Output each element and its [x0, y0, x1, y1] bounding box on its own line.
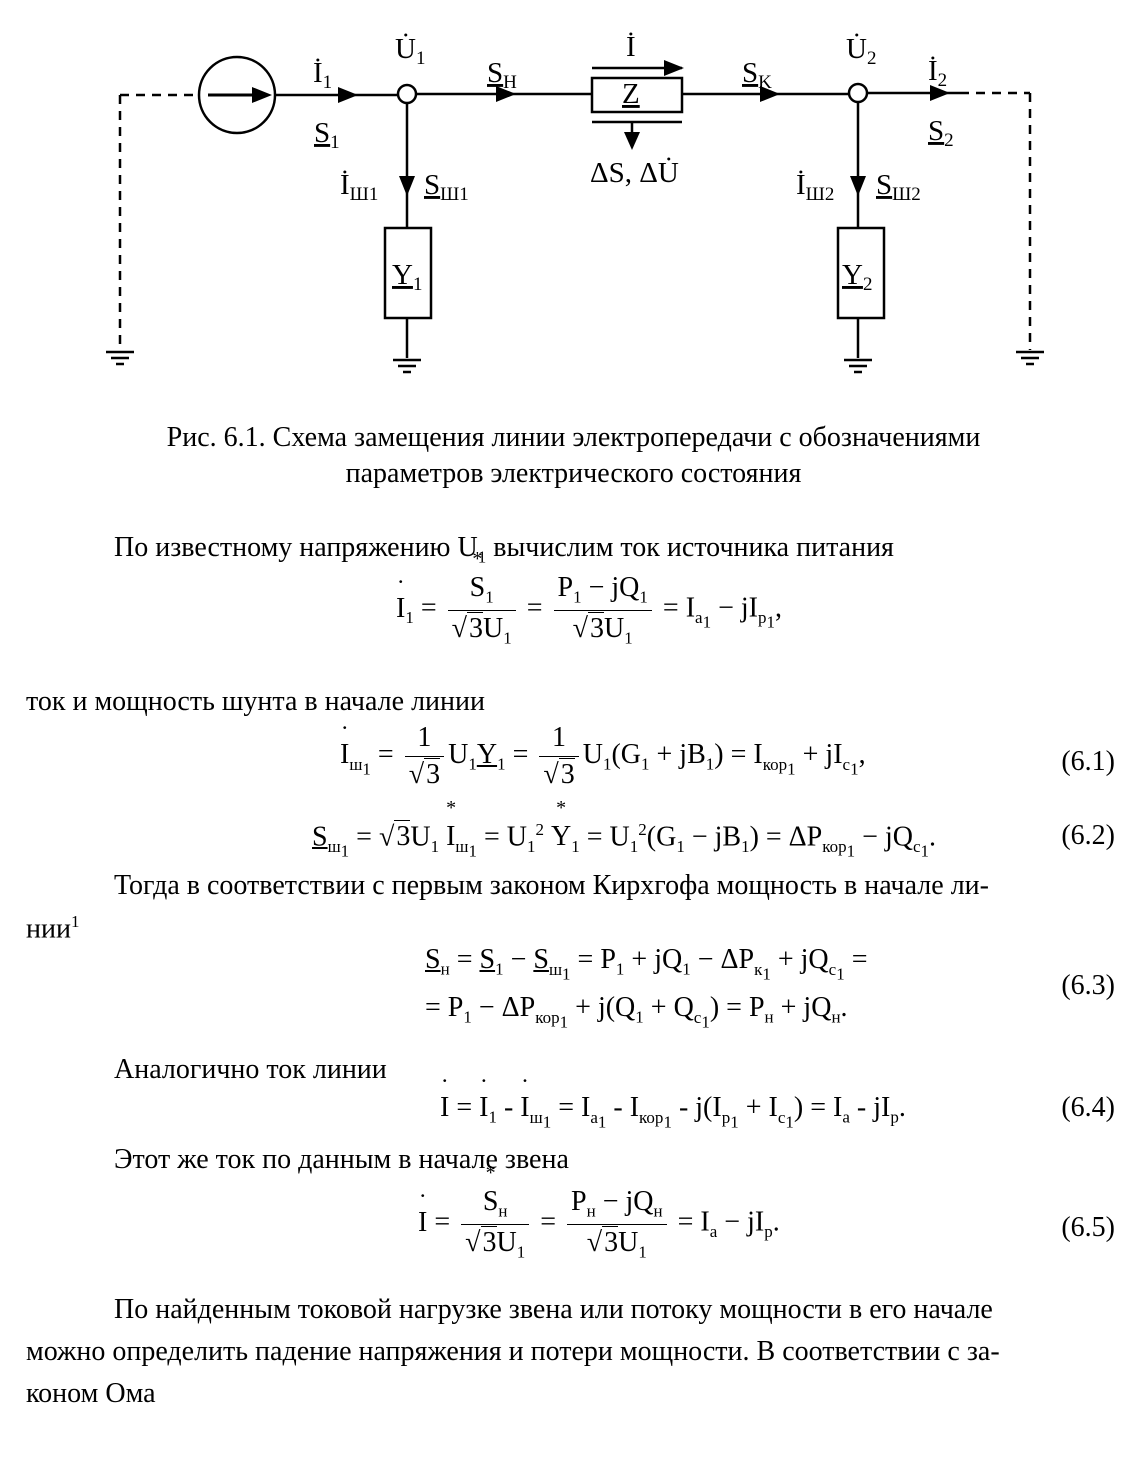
equation-number-6-2: (6.2) [1061, 820, 1115, 851]
paragraph-6-line-1: По найденным токовой нагрузке звена или потоку мощности в его начале [114, 1294, 993, 1325]
label-sk: $S_K$ [742, 57, 772, 93]
label-u1: $U̇_1$ [395, 33, 426, 69]
caption-line-2: параметров электрического состояния [345, 458, 802, 489]
equation-6-2: $S_{ш_1} = √3U_1 * I_{ш_1} = U_1^2 * Y_1 = U_1^2(G_1 - jB_1) = \Delta P_{кор_1} - jQ_{c_1}$. [312, 820, 936, 861]
node-u2 [849, 84, 867, 102]
label-y2: $Y_2$ [842, 259, 873, 295]
label-i1: $İ_1$ [313, 57, 333, 93]
node-u1 [398, 85, 416, 103]
label-ish1: $İ_{Ш1}$ [340, 169, 379, 205]
label-y1: $Y_1$ [392, 259, 423, 295]
paragraph-5: Этот же ток по данным в начале звена [114, 1144, 569, 1175]
label-s1: $S_1$ [314, 117, 340, 153]
label-s2: $S_2$ [928, 115, 954, 151]
equation-6-3-line-1: $S_н = S_1 - S_{ш_1} = P_1 + jQ_1 - \Delta P_{к_1} + jQ_{c_1}$ = [425, 944, 868, 983]
paragraph-3-line-1: Тогда в соответствии с первым законом Кирхгофа мощность в начале ли- [114, 870, 989, 901]
label-z: Z [622, 78, 640, 110]
paragraph-3-line-2: нии$^1$ [26, 912, 80, 945]
label-sh: $S_H$ [487, 57, 517, 93]
paragraph-2: ток и мощность шунта в начале линии [26, 686, 485, 717]
circuit-diagram [0, 0, 1147, 400]
equation-number-6-4: (6.4) [1061, 1092, 1115, 1123]
label-u2: $U̇_2$ [846, 33, 877, 69]
equation-6-5: ˙ I = * $\frac{S_н}{√3U_1}$ = $\frac{P_н - jQ_н}{√3U_1}$ = $I_a - jI_p$. [418, 1186, 780, 1262]
equation-number-6-5: (6.5) [1061, 1212, 1115, 1243]
paragraph-1: По известному напряжению $U_1$ вычислим ток источника питания [114, 532, 894, 567]
equation-number-6-1: (6.1) [1061, 746, 1115, 777]
figure-caption [0, 420, 1147, 492]
equation-6-1: ˙ $I_{ш_1}$ = $\frac{1}{√3}$ $U_1Y_1$ = $\frac{1}{√3}$ $U_1(G_1 + jB_1) = I_{кор_1} + jI_{c_1}$, [340, 722, 866, 791]
equation-number-6-3: (6.3) [1061, 970, 1115, 1001]
label-i-line: İ [626, 31, 636, 63]
label-i2: $İ_2$ [928, 55, 948, 91]
equation-6-3-line-2: = $P_1 - \Delta P_{кор_1} + j(Q_1 + Q_{c_1}) = P_н + jQ_н$. [425, 992, 848, 1031]
ish2-arrow [850, 176, 866, 196]
ish1-arrow [399, 176, 415, 196]
label-ssh1: $S_{Ш1}$ [424, 169, 469, 205]
caption-line-1: Рис. 6.1. Схема замещения линии электропередачи с обозначениями [166, 422, 981, 453]
ground-symbols [106, 352, 1044, 372]
label-ish2: $İ_{Ш2}$ [796, 169, 835, 205]
i1-arrow [338, 87, 358, 103]
paragraph-4: Аналогично ток линии [114, 1054, 387, 1085]
paragraph-6-line-2: можно определить падение напряжения и потери мощности. В соответствии с за- [26, 1336, 1000, 1367]
label-ssh2: $S_{Ш2}$ [876, 169, 921, 205]
label-delta: ΔS, ΔU̇ [590, 157, 679, 189]
paragraph-6-line-3: коном Ома [26, 1378, 156, 1409]
equation-6-4: ˙ I = ˙ $I_1$ - ˙ $I_{ш_1} = I_{a_1} - I_{кор_1} - j(I_{p_1} + I_{c_1}) = I_a - jI_p$. [440, 1092, 906, 1132]
delta-arrow [624, 132, 640, 150]
equation-i1: ˙ $I_1$ = * $\frac{S_1}{√3U_1}$ = $\frac{P_1 - jQ_1}{√3U_1}$ = $I_{a_1} - jI_{p_1}$, [396, 572, 782, 648]
i-line-arrow [664, 60, 684, 76]
